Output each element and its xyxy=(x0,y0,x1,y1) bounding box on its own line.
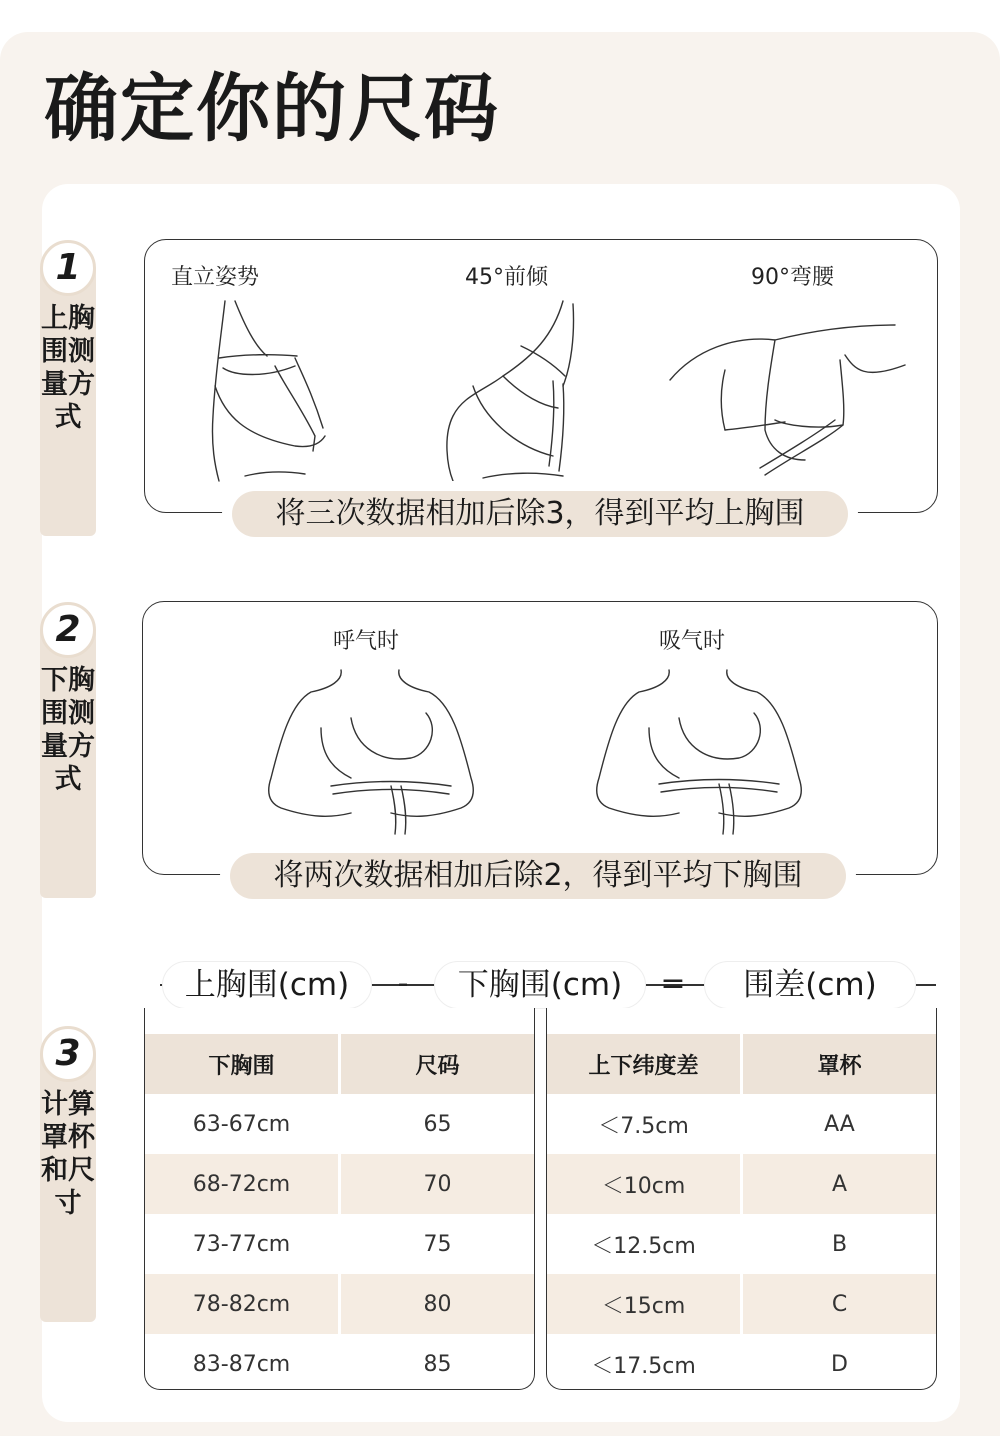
table-cell: 63-67cm xyxy=(192,1111,291,1137)
step-1-label: 上胸围测量方式 xyxy=(41,303,95,433)
table-cell: A xyxy=(742,1154,937,1214)
table-cell: ＜17.5cm xyxy=(591,1353,696,1379)
table-cell: ＜12.5cm xyxy=(591,1233,696,1259)
lean-45-pose-illustration xyxy=(413,296,593,486)
table-cell: 75 xyxy=(340,1214,535,1274)
size-table-header-size: 尺码 xyxy=(340,1034,535,1094)
table-row xyxy=(145,1334,534,1390)
table-cell: 78-82cm xyxy=(145,1274,340,1334)
table-cell: 80 xyxy=(340,1274,535,1334)
table-cell: 68-72cm xyxy=(145,1154,340,1214)
table-row xyxy=(547,1154,936,1214)
table-row xyxy=(145,1214,534,1274)
step-2-label: 下胸围测量方式 xyxy=(41,665,95,795)
table-cell: AA xyxy=(742,1094,937,1154)
pose-label-bend-90: 90°弯腰 xyxy=(751,265,834,290)
inhale-illustration xyxy=(589,668,809,838)
table-row xyxy=(145,1274,534,1334)
step-3-number: 3 xyxy=(40,1026,96,1082)
size-table-header-underbust: 下胸围 xyxy=(145,1034,340,1094)
table-cell: ＜15cm xyxy=(547,1274,742,1334)
formula-result: 围差(cm) xyxy=(704,961,916,1009)
pose-label-standing: 直立姿势 xyxy=(171,265,260,290)
formula-equals: = xyxy=(660,966,686,1001)
formula-term-under-bust: 下胸围(cm) xyxy=(434,961,646,1009)
table-row xyxy=(547,1214,936,1274)
cup-table-header-cup: 罩杯 xyxy=(742,1034,937,1094)
page-title: 确定你的尺码 xyxy=(44,66,500,152)
step-1-number: 1 xyxy=(40,240,96,296)
table-cell: B xyxy=(742,1214,937,1274)
table-row xyxy=(547,1334,936,1390)
step-1-panel xyxy=(144,239,938,513)
step-2-number: 2 xyxy=(40,602,96,658)
cup-table-header-difference: 上下纬度差 xyxy=(547,1034,742,1094)
table-cell: 70 xyxy=(340,1154,535,1214)
table-cell: D xyxy=(742,1334,937,1390)
table-cell: ＜10cm xyxy=(547,1154,742,1214)
table-row xyxy=(145,1154,534,1214)
table-cell: 83-87cm xyxy=(192,1351,291,1377)
formula-minus: - xyxy=(397,966,409,1001)
standing-pose-illustration xyxy=(175,296,335,486)
table-row xyxy=(547,1274,936,1334)
cup-table-frame xyxy=(546,1008,937,1390)
formula-term-upper-bust: 上胸围(cm) xyxy=(162,961,372,1009)
table-cell: 73-77cm xyxy=(192,1231,291,1257)
table-cell: 65 xyxy=(340,1094,535,1154)
pose-label-inhale: 吸气时 xyxy=(659,629,726,654)
step-1-note: 将三次数据相加后除3，得到平均上胸围 xyxy=(232,491,848,537)
table-cell: C xyxy=(742,1274,937,1334)
table-row xyxy=(547,1094,936,1154)
table-row xyxy=(145,1094,534,1154)
size-table xyxy=(145,1034,534,1390)
pose-label-exhale: 呼气时 xyxy=(333,629,400,654)
cup-table xyxy=(547,1034,936,1390)
step-2-panel xyxy=(142,601,938,875)
table-cell: 85 xyxy=(340,1334,535,1390)
step-2-note: 将两次数据相加后除2，得到平均下胸围 xyxy=(230,853,846,899)
exhale-illustration xyxy=(261,668,481,838)
pose-label-lean-45: 45°前倾 xyxy=(465,265,548,290)
step-3-label: 计算罩杯和尺寸 xyxy=(41,1089,95,1219)
size-table-frame xyxy=(144,1008,535,1390)
bend-90-pose-illustration xyxy=(665,310,915,490)
table-cell: ＜7.5cm xyxy=(598,1113,689,1139)
